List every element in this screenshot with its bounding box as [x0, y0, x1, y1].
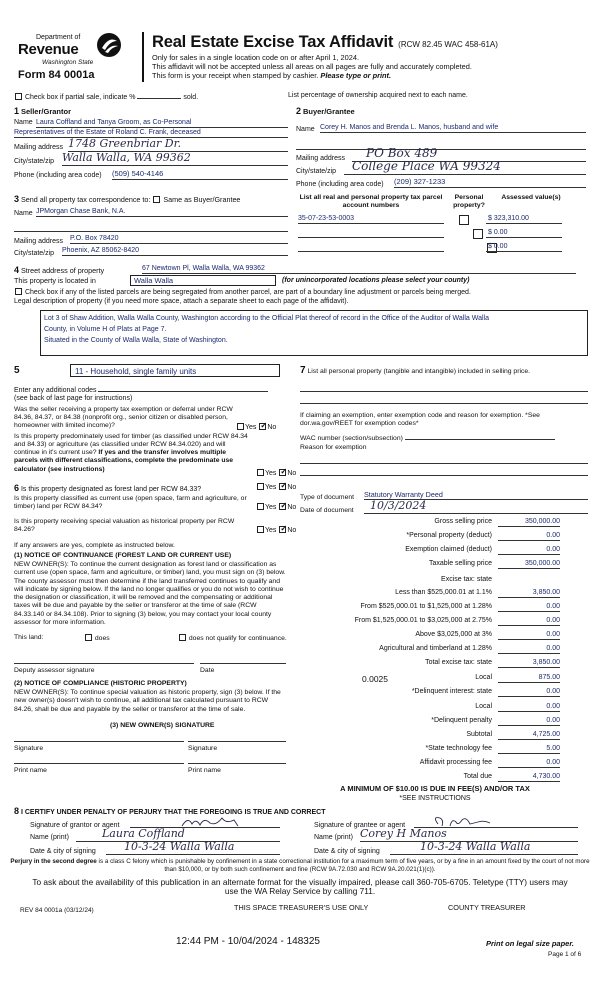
exemption-no-label: No [267, 424, 277, 431]
interest-local-label: Local [475, 703, 492, 710]
local-tax-value[interactable]: 875.00 [498, 674, 560, 683]
does-not-qualify-checkbox[interactable] [179, 634, 186, 641]
this-land-label: This land: [14, 634, 44, 641]
dept-line1: Department of [36, 34, 81, 41]
penalty-label: *Delinquent penalty [431, 717, 492, 724]
historic-yes-checkbox[interactable] [257, 526, 264, 533]
additional-codes-note: (see back of last page for instructions) [14, 395, 133, 402]
ownership-note: List percentage of ownership acquired next to each name. [288, 92, 468, 99]
tier1-label: Less than $525,000.01 at 1.1% [395, 589, 492, 596]
minimum-due-notice: A MINIMUM OF $10.00 IS DUE IN FEE(S) AND/OR TAX [340, 784, 530, 793]
legal-line2: County, in Volume H of Plats at Page 7. [44, 325, 167, 333]
penalty-row [300, 717, 560, 728]
forest-question [14, 483, 252, 494]
header-note3-a: This form is your receipt when stamped by cashier. [152, 71, 321, 80]
same-as-buyer-checkbox[interactable] [153, 196, 160, 203]
new-owner-print-line-2[interactable] [188, 760, 286, 764]
tier2-value[interactable]: 0.00 [498, 603, 560, 612]
form-rcw: (RCW 82.45 WAC 458-61A) [398, 40, 498, 49]
forest-no-checkbox[interactable] [279, 483, 286, 490]
land-use-code-select[interactable]: 11 - Household, single family units [70, 364, 280, 377]
seller-name-label: Name [14, 119, 33, 126]
segregated-note: Check box if any of the listed parcels are being segregated from another parcel, are part of a boundary line adjustment or parcels being merged. [24, 289, 471, 296]
corr-heading-b: Same as Buyer/Grantee [163, 195, 241, 204]
seller-name-line1[interactable]: Laura Coffland and Tanya Groom, as Co-Personal [36, 119, 288, 128]
exemption-yes-label: Yes [245, 424, 257, 431]
dor-logo [14, 30, 138, 84]
does-not-option [178, 634, 288, 643]
gross-price-label: Gross selling price [434, 518, 492, 525]
segregated-row [14, 288, 471, 297]
compliance-title: (2) NOTICE OF COMPLIANCE (HISTORIC PROPERTY) [14, 680, 187, 687]
reason-label: Reason for exemption [300, 444, 367, 451]
grantor-sig-label: Signature of grantor or agent [30, 822, 120, 829]
subtotal-label: Subtotal [466, 731, 492, 738]
corr-city-value[interactable]: Phoenix, AZ 85062-8420 [62, 247, 288, 256]
tier5-label: Agricultural and timberland at 1.28% [379, 645, 492, 652]
form-title-text: Real Estate Excise Tax Affidavit [152, 33, 394, 51]
current-use-no-checkbox[interactable] [279, 503, 286, 510]
wac-field[interactable] [405, 434, 555, 440]
taxable-price-label: Taxable selling price [428, 560, 492, 567]
current-use-yes-no [256, 503, 296, 512]
tier1-row [300, 589, 560, 600]
tier4-row [300, 631, 560, 642]
property-heading-num: 4 [14, 265, 20, 275]
timber-question-b: If yes and the transfer involves multiple parcels with different classifications, complete the predominate use calculator (see instructions) [14, 449, 234, 473]
section7-num: 7 [300, 365, 306, 376]
deputy-date-label: Date [200, 667, 215, 674]
tier3-label: From $1,525,000.01 to $3,025,000 at 2.75% [354, 617, 492, 624]
corr-mailing-label: Mailing address [14, 238, 64, 245]
corr-name-line2[interactable] [14, 224, 288, 232]
timber-yes-checkbox[interactable] [257, 469, 264, 476]
header-note1: Only for sales in a single location code on or after April 1, 2024. [152, 53, 360, 62]
legal-line3: Situated in the County of Walla Walla, State of Washington. [44, 336, 228, 344]
continuance-title: (1) NOTICE OF CONTINUANCE (FOREST LAND OR CURRENT USE) [14, 552, 232, 559]
legal-paper-note: Print on legal size paper. [486, 939, 574, 948]
taxable-price-row [300, 560, 560, 571]
parcel-value-2[interactable]: $ 0.00 [486, 229, 562, 238]
buyer-heading-text: Buyer/Grantee [302, 107, 355, 116]
doc-date-value[interactable]: 10/3/2024 [364, 500, 588, 514]
buyer-phone-value[interactable]: (209) 327-1233 [394, 178, 586, 188]
tier2-row [300, 603, 560, 614]
partial-sale-label-a: Check box if partial sale, indicate % [24, 94, 136, 101]
does-label: does [94, 635, 110, 642]
grantee-date-value[interactable]: 10-3-24 Walla Walla [390, 841, 578, 855]
seller-city-value[interactable]: Walla Walla, WA 99362 [62, 152, 288, 166]
perjury-notice-a: Perjury in the second degree [10, 858, 97, 865]
total-state-row [300, 659, 560, 670]
section8-num: 8 [14, 806, 20, 816]
if-yes-instruction: If any answers are yes, complete as instructed below. [14, 542, 175, 549]
corr-heading-a: Send all property tax correspondence to: [20, 195, 151, 204]
property-street-label: Street address of property [20, 266, 105, 275]
tech-fee-label: *State technology fee [425, 745, 492, 752]
grantee-signature[interactable] [414, 814, 578, 828]
recording-stamp: 12:44 PM - 10/04/2024 - 148325 [176, 936, 320, 947]
total-due-row [300, 773, 560, 784]
gross-price-value[interactable]: 350,000.00 [498, 518, 560, 527]
partial-sale-checkbox[interactable] [15, 93, 22, 100]
tier2-label: From $525,000.01 to $1,525,000 at 1.28% [360, 603, 492, 610]
tier5-value[interactable]: 0.00 [498, 645, 560, 654]
seller-phone-label: Phone (including area code) [14, 172, 102, 179]
forest-question-text: Is this property designated as forest land per RCW 84.33? [20, 486, 202, 493]
corr-heading-num: 3 [14, 194, 20, 204]
seller-mailing-label: Mailing address [14, 144, 64, 151]
exemption-deduct-label: Exemption claimed (deduct) [405, 546, 492, 553]
personal-deduct-value[interactable]: 0.00 [498, 532, 560, 541]
new-owner-sig-title: (3) NEW OWNER(S) SIGNATURE [110, 722, 215, 729]
perjury-notice-b: is a class C felony which is punishable by confinement in a state correctional institution for a maximum term of five years, or by a fine in an amount fixed by the court of not more than $10,000, or by both such confinement and fine (RCW 9A.72.030 and RCW 9A.20.021(1)(c)). [96, 858, 590, 873]
buyer-city-label: City/state/zip [296, 168, 337, 175]
gross-price-row [300, 518, 560, 529]
buyer-phone-label: Phone (including area code) [296, 181, 384, 188]
personal-deduct-row [300, 532, 560, 543]
grantor-signature-scribble-icon [130, 814, 280, 828]
taxable-price-value[interactable]: 350,000.00 [498, 560, 560, 569]
does-qualify-checkbox[interactable] [85, 634, 92, 641]
subtotal-value[interactable]: 4,725.00 [498, 731, 560, 740]
buyer-mailing-value[interactable]: PO Box 489 [352, 147, 586, 162]
exemption-claim-text: If claiming an exemption, enter exemption code and reason for exemption. *See dor.wa.gov/REET for exemption codes* [300, 412, 540, 428]
new-owner-print-line-1[interactable] [14, 760, 184, 764]
subtotal-row [300, 731, 560, 742]
wac-row [300, 434, 555, 443]
doc-type-label: Type of document [300, 494, 355, 501]
seller-name-row [14, 119, 288, 127]
does-not-label: does not qualify for continuance. [188, 635, 287, 642]
tech-fee-value[interactable]: 5.00 [498, 745, 560, 754]
legal-description-box[interactable] [40, 310, 588, 356]
current-use-question: Is this property classified as current use (open space, farm and agriculture, or timber) land per RCW 84.34? [14, 495, 247, 511]
seller-phone-value[interactable]: (509) 540-4146 [112, 170, 288, 180]
property-street-value[interactable]: 67 Newtown Pl, Walla Walla, WA 99362 [142, 265, 576, 274]
historic-yes-label: Yes [265, 527, 277, 534]
personal-property-text: List all personal property (tangible and intangible) included in selling price. [307, 368, 531, 375]
parcel-number-3[interactable] [298, 244, 444, 252]
historic-no-label: No [287, 527, 297, 534]
grantee-name-value[interactable]: Corey H Manos [360, 828, 578, 842]
deputy-date-line[interactable] [200, 660, 286, 664]
seller-city-label: City/state/zip [14, 158, 55, 165]
exemption-deduct-row [300, 546, 560, 557]
buyer-heading-num: 2 [296, 106, 302, 116]
exemption-yes-checkbox[interactable] [237, 423, 244, 430]
grantee-signature-scribble-icon [414, 814, 578, 828]
grantee-name-label: Name (print) [314, 834, 353, 841]
section5-num: 5 [14, 365, 20, 376]
timber-question-a: Is this property predominately used for timber (as classified under RCW 84.34 and 84.33) or agriculture (as classified under RCW 84.34.020) and will continue in it's current use? [14, 433, 248, 457]
local-tax-row [300, 674, 560, 685]
processing-fee-label: Affidavit processing fee [419, 759, 492, 766]
parcel-personal-checkbox-1[interactable] [459, 215, 469, 225]
excise-state-label: Excise tax: state [441, 576, 492, 583]
tier4-value[interactable]: 0.00 [498, 631, 560, 640]
continuance-body: NEW OWNER(S): To continue the current designation as forest land or classification as current use (open space, farm and agriculture, or timber) land, you must sign on (3) below. The county assessor must then determine if the land transferred continues to qualify and will indicate by signing below. If the land no longer qualifies or you do not wish to continue the designation or classification, it will be removed and the compensating or additional taxes will be due and payable by the seller or transferor at the time of sale (RCW 84.33.140 or 84.34.108). Prior to signing (3) below, you may contact your local county assessor for more information. [14, 561, 286, 626]
header-note3 [152, 72, 391, 81]
legal-description-label: Legal description of property (if you need more space, attach a separate sheet to each page of the affidavit). [14, 298, 349, 305]
partial-sale-row [14, 92, 198, 102]
timber-yes-no [256, 469, 296, 478]
historic-no-checkbox[interactable] [279, 526, 286, 533]
additional-codes-text: Enter any additional codes [14, 387, 97, 394]
corr-heading [14, 194, 240, 205]
buyer-name-value[interactable]: Corey H. Manos and Brenda L. Manos, husband and wife [320, 124, 586, 133]
unincorporated-note: (for unincorporated locations please select your county) [282, 277, 470, 284]
tier4-label: Above $3,025,000 at 3% [415, 631, 492, 638]
historic-yes-no [256, 526, 296, 535]
timber-yes-label: Yes [265, 470, 277, 477]
new-owner-sig-label-1: Signature [14, 745, 44, 752]
tier3-row [300, 617, 560, 628]
buyer-mailing-label: Mailing address [296, 155, 346, 162]
reason-line-1[interactable] [300, 458, 588, 464]
exemption-question: Was the seller receiving a property tax exemption or deferral under RCW 84.36, 84.37, or 84.38 (nonprofit org., senior citizen or disabled person, homeowner with limited income)? [14, 406, 233, 430]
this-land-row [14, 634, 43, 642]
reason-line-2[interactable] [300, 470, 588, 476]
new-owner-sig-line-2[interactable] [188, 738, 286, 742]
personal-deduct-label: *Personal property (deduct) [406, 532, 492, 539]
tier1-value[interactable]: 3,850.00 [498, 589, 560, 598]
does-option [84, 634, 110, 643]
property-street-row [14, 265, 104, 276]
new-owner-print-label-1: Print name [14, 767, 47, 774]
interest-state-row [300, 688, 560, 699]
tech-fee-row [300, 745, 560, 756]
new-owner-sig-line-1[interactable] [14, 738, 184, 742]
historic-question: Is this property receiving special valuation as historical property per RCW 84.26? [14, 518, 235, 534]
form-number: Form 84 0001a [18, 69, 95, 81]
grantor-name-value[interactable]: Laura Coffland [76, 828, 280, 842]
new-owner-print-label-2: Print name [188, 767, 221, 774]
current-use-no-label: No [287, 504, 297, 511]
parcel-value-3[interactable]: $ 0.00 [486, 243, 562, 252]
buyer-heading [296, 106, 355, 117]
total-state-label: Total excise tax: state [425, 659, 492, 666]
corr-name-label: Name [14, 210, 33, 217]
section6-num: 6 [14, 483, 20, 493]
personal-property-line-2[interactable] [300, 398, 588, 404]
dept-line2: Revenue [18, 41, 79, 58]
wa-logo-icon [96, 32, 122, 58]
local-rate: 0.0025 [362, 674, 388, 684]
total-due-value[interactable]: 4,730.00 [498, 773, 560, 782]
exemption-no-checkbox[interactable] [259, 423, 266, 430]
interest-local-row [300, 703, 560, 714]
revision-label: REV 84 0001a (03/12/24) [20, 907, 94, 914]
grantor-date-label: Date & city of signing [30, 848, 96, 855]
doc-type-value[interactable]: Statutory Warranty Deed [364, 491, 588, 500]
tier5-row [300, 645, 560, 656]
see-instructions: *SEE INSTRUCTIONS [399, 795, 471, 802]
grantee-sig-label: Signature of grantee or agent [314, 822, 406, 829]
grantor-signature[interactable] [130, 814, 280, 828]
buyer-city-value[interactable]: College Place WA 99324 [344, 160, 586, 175]
header-note2: This affidavit will not be accepted unless all areas on all pages are fully and accurately completed. [152, 62, 472, 71]
deputy-signature-line[interactable] [14, 660, 194, 664]
timber-no-checkbox[interactable] [279, 469, 286, 476]
penalty-value[interactable]: 0.00 [498, 717, 560, 726]
local-tax-label: Local [475, 674, 492, 681]
alt-format-notice: To ask about the availability of this publication in an alternate format for the visually impaired, please call 360-705-6705. Teletype (TTY) users may use the WA Relay Service by calling 711. [32, 877, 568, 897]
new-owner-sig-label-2: Signature [188, 745, 218, 752]
county-treasurer-label: COUNTY TREASURER [448, 903, 526, 912]
header-note3-b: Please type or print. [320, 71, 392, 80]
treasurer-use-label: THIS SPACE TREASURER'S USE ONLY [234, 903, 369, 912]
parcel-number-1[interactable]: 35-07-23-53-0003 [298, 215, 444, 224]
current-use-yes-label: Yes [265, 504, 277, 511]
parcel-number-2[interactable] [298, 230, 444, 238]
partial-sale-label-b: sold. [183, 94, 199, 101]
corr-mailing-value[interactable]: P.O. Box 78420 [70, 235, 288, 244]
corr-city-label: City/state/zip [14, 250, 55, 257]
grantor-date-value[interactable]: 10-3-24 Walla Walla [106, 841, 280, 855]
processing-fee-value[interactable]: 0.00 [498, 759, 560, 768]
parcel-col-numbers: List all real and personal property tax parcel account numbers [299, 194, 443, 209]
seller-heading-text: Seller/Grantor [20, 107, 71, 116]
seller-heading [14, 106, 71, 117]
total-due-label: Total due [463, 773, 492, 780]
perjury-notice [8, 858, 592, 873]
parcel-value-1[interactable]: $ 323,310.00 [486, 215, 562, 224]
seller-name-line2[interactable]: Representatives of the Estate of Roland C. Frank, deceased [14, 129, 288, 138]
wac-label: WAC number (section/subsection) [300, 435, 403, 442]
exemption-deduct-value[interactable]: 0.00 [498, 546, 560, 555]
interest-state-value[interactable]: 0.00 [498, 688, 560, 697]
interest-state-label: *Delinquent interest: state [411, 688, 492, 695]
header-divider [142, 32, 144, 82]
forest-yes-label: Yes [265, 484, 277, 491]
personal-property-row [300, 365, 588, 377]
timber-no-label: No [287, 470, 297, 477]
parcel-col-assessed: Assessed value(s) [501, 194, 561, 201]
timber-question [14, 433, 250, 474]
personal-property-line-1[interactable] [300, 386, 588, 392]
partial-sale-percent-field[interactable] [137, 92, 181, 99]
current-use-yes-checkbox[interactable] [257, 503, 264, 510]
form-title [152, 33, 498, 52]
dept-line3: Washington State [42, 59, 94, 66]
buyer-name-label: Name [296, 126, 315, 133]
processing-fee-row [300, 759, 560, 770]
interest-local-value[interactable]: 0.00 [498, 703, 560, 712]
doc-date-label: Date of document [300, 507, 354, 514]
property-located-select[interactable]: Walla Walla [130, 275, 276, 286]
page-number: Page 1 of 6 [548, 951, 582, 958]
segregated-checkbox[interactable] [15, 288, 22, 295]
grantor-name-label: Name (print) [30, 834, 69, 841]
certify-text: I CERTIFY UNDER PENALTY OF PERJURY THAT THE FOREGOING IS TRUE AND CORRECT [20, 809, 326, 816]
corr-name-value[interactable]: JPMorgan Chase Bank, N.A. [36, 208, 288, 217]
tier3-value[interactable]: 0.00 [498, 617, 560, 626]
parcel-personal-checkbox-2[interactable] [473, 229, 483, 239]
additional-codes-label [14, 385, 268, 395]
legal-line1: Lot 3 of Shaw Addition, Walla Walla County, Washington according to the Official Plat thereof of record in the Office of the Auditor of Walla Walla [44, 315, 489, 322]
grantee-date-label: Date & city of signing [314, 848, 380, 855]
seller-heading-num: 1 [14, 106, 20, 116]
forest-yes-checkbox[interactable] [257, 483, 264, 490]
property-located-label: This property is located in [14, 276, 96, 285]
forest-no-label: No [287, 484, 297, 491]
exemption-yes-no [236, 423, 276, 432]
compliance-body: NEW OWNER(S): To continue special valuation as historic property, sign (3) below. If the new owner(s) doesn't wish to continue, all additional tax calculated pursuant to RCW 84.26, shall be due and payable by the seller or transferor at the time of sale. [14, 689, 281, 713]
parcel-col-personal: Personal property? [453, 194, 485, 209]
deputy-signature-label: Deputy assessor signature [14, 667, 95, 674]
seller-mailing-value[interactable]: 1748 Greenbriar Dr. [68, 138, 288, 152]
total-state-value[interactable]: 3,850.00 [498, 659, 560, 668]
forest-yes-no [256, 483, 296, 492]
additional-codes-field[interactable] [98, 385, 268, 392]
